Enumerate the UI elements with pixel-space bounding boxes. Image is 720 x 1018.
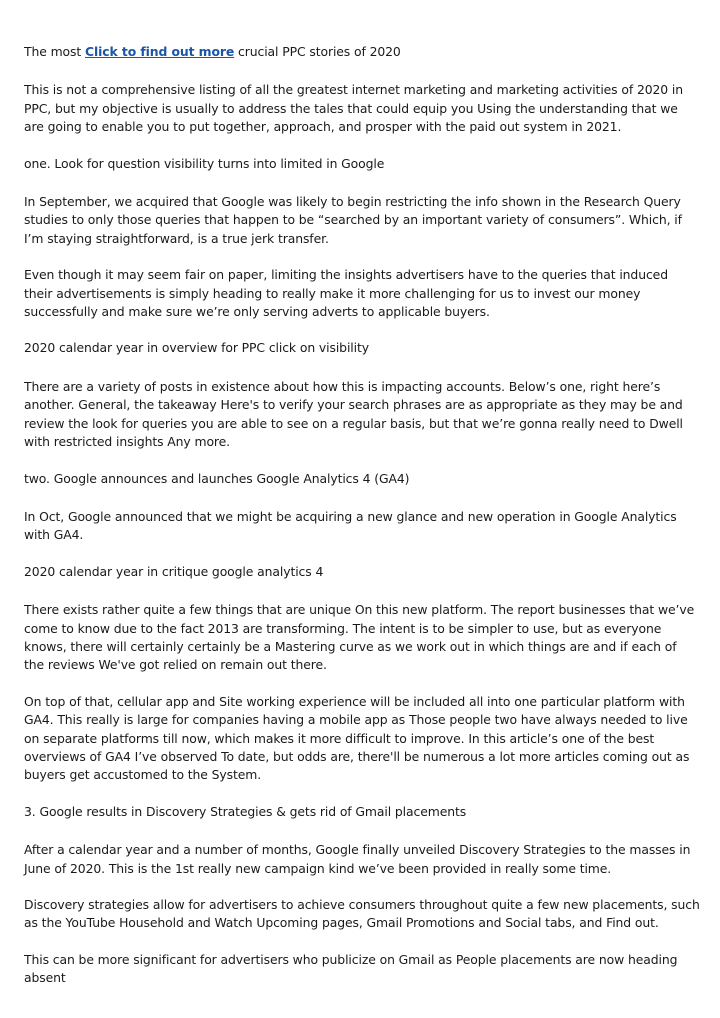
section-heading-3: 3. Google results in Discovery Strategies & gets rid of Gmail placements — [24, 803, 467, 819]
paragraph: Discovery strategies allow for advertisers to achieve consumers throughout quite a few new placements, such as the YouTube Household and Watch Upcoming pages, Gmail Promotions and Social tabs, and Find out. — [24, 897, 700, 931]
intro-text-after: crucial PPC stories of 2020 — [234, 44, 401, 59]
paragraph: Even though it may seem fair on paper, limiting the insights advertisers have to the queries that induced their advertisements is simply heading to really make it more challenging for us to invest our money successfully and make sure we’re only serving adverts to applicable buyers. — [24, 267, 668, 320]
paragraph: There are a variety of posts in existence about how this is impacting accounts. Below’s one, right here’s another. General, the takeaway Here's to verify your search phrases are as appropriate as they may be and review the look for queries you are able to see on a regular basis, but that we’re gonna really need to Dwell with restricted insights Any more. — [24, 378, 683, 450]
paragraph: After a calendar year and a number of months, Google finally unveiled Discovery Strategies to the masses in June of 2020. This is the 1st really new campaign kind we’ve been provided in really some time. — [24, 842, 691, 876]
section-heading-2: two. Google announces and launches Google Analytics 4 (GA4) — [24, 470, 410, 486]
paragraph: This can be more significant for advertisers who publicize on Gmail as People placements are now heading absent — [24, 951, 678, 986]
document-body — [24, 43, 700, 1006]
subheading: 2020 calendar year in overview for PPC click on visibility — [24, 340, 369, 356]
intro-text-before: The most — [24, 44, 85, 59]
paragraph-intro: This is not a comprehensive listing of all the greatest internet marketing and marketing activities of 2020 in PPC, but my objective is usually to address the tales that could equip you Using the understanding that we are going to enable you to put together, approach, and prosper with the paid out system in 2021. — [24, 82, 684, 135]
intro-paragraph — [24, 43, 700, 61]
paragraph: In Oct, Google announced that we might be acquiring a new glance and new operation in Google Analytics with GA4. — [24, 508, 677, 543]
subheading: 2020 calendar year in critique google analytics 4 — [24, 563, 324, 579]
paragraph: On top of that, cellular app and Site working experience will be included all into one particular platform with GA4. This really is large for companies having a mobile app as Those people two have always needed to live on separate platforms till now, which makes it more difficult to improve. In this article’s one of the best overviews of GA4 I’ve observed To date, but odds are, there'll be numerous a lot more articles coming out as buyers get accustomed to the System. — [24, 693, 690, 783]
section-heading-1: one. Look for question visibility turns into limited in Google — [24, 155, 385, 171]
find-out-more-link[interactable]: Click to find out more — [85, 44, 235, 59]
paragraph: There exists rather quite a few things that are unique On this new platform. The report businesses that we’ve come to know due to the fact 2013 are transforming. The intent is to be simpler to use, but as everyone knows, there will certainly certainly be a Mastering curve as we work out in which things are and if each of the reviews We've got relied on remain out there. — [24, 602, 695, 673]
paragraph: In September, we acquired that Google was likely to begin restricting the info shown in the Research Query studies to only those queries that happen to be “searched by an important variety of consumers”. Which, if I’m staying straightforward, is a true jerk transfer. — [24, 194, 682, 246]
